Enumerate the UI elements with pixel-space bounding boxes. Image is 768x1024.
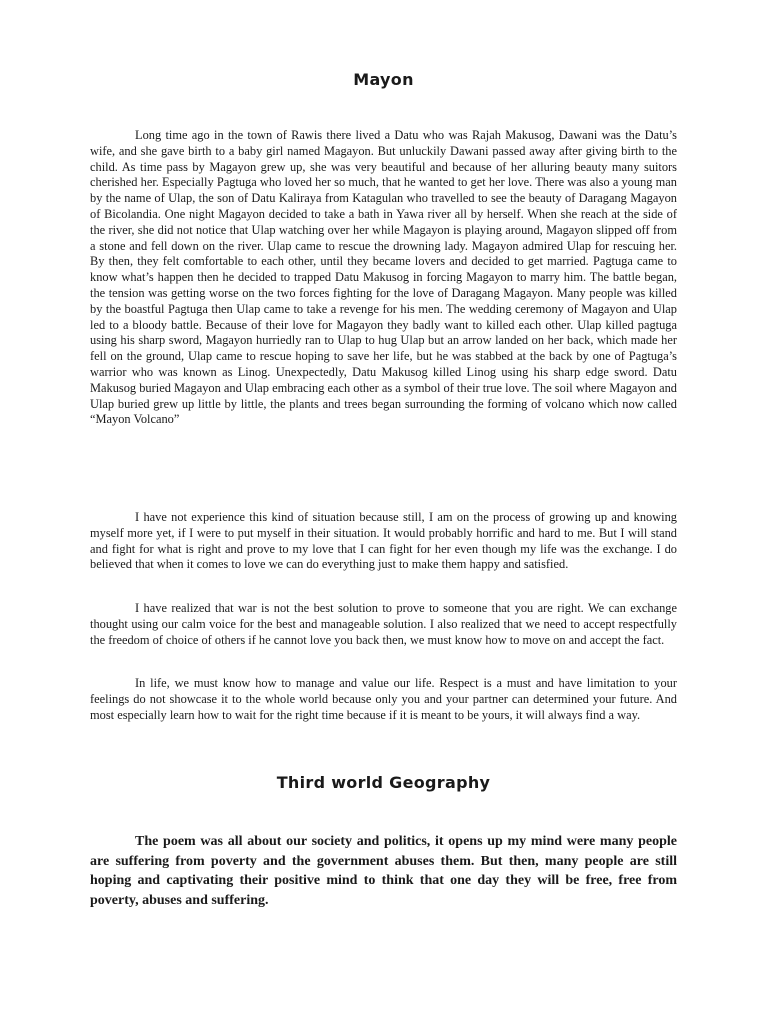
- reflection-paragraph-2: I have realized that war is not the best solution to prove to someone that you are right. We can exchange thought using our calm voice for the best and manageable solution. I also realized that we need to accept respectfully the freedom of choice of others if he cannot love you back then, we must know how to move on and accept the fact.: [90, 601, 677, 647]
- poem-summary-paragraph: The poem was all about our society and politics, it opens up my mind were many people are suffering from poverty and the government abuses them. But then, many people are still hoping and captivating their positive mind to think that one day they will be free, free from poverty, abuses and suffering.: [90, 834, 677, 908]
- reflection-paragraph-3: In life, we must know how to manage and value our life. Respect is a must and have limitation to your feelings do not showcase it to the whole world because only you and your partner can determined your future. And most especially learn how to wait for the right time because if it is meant to be yours, it will always find a way.: [90, 676, 677, 722]
- section-title-third-world-geography: Third world Geography: [276, 773, 491, 792]
- reflection-paragraph-1: I have not experience this kind of situation because still, I am on the process of growing up and knowing myself more yet, if I were to put myself in their situation. It would probably horrific and hard to me. But I will stand and fight for what is right and prove to my love that I can fight for her even though my life was the exchange. I do believed that when it comes to love we can do everything just to make them happy and satisfied.: [90, 510, 677, 572]
- section-title-mayon: Mayon: [353, 70, 414, 89]
- mayon-story-paragraph: Long time ago in the town of Rawis there lived a Datu who was Rajah Makusog, Dawani was the Datu’s wife, and she gave birth to a baby girl named Magayon. But unluckily Dawani passed away after giving birth to the child. As time pass by Magayon grew up, she was very beautiful and because of her alluring beauty many suitors cherished her. Especially Pagtuga who loved her so much, that he wanted to get her love. There was also a young man by the name of Ulap, the son of Datu Kaliraya from Katagulan who travelled to see the beauty of Daragang Magayon of Bicolandia. One night Magayon decided to take a bath in Yawa river all by herself. When she reach at the side of the river, she did not notice that Ulap watching over her while Magayon is playing around, Magayon slipped off from a stone and fell down on the river. Ulap came to rescue the drowning lady. Magayon admired Ulap for rescuing her. By then, they felt comfortable to each other, until they became lovers and decided to get married. Pagtuga came to know what’s happen then he decided to trapped Datu Makusog in forcing Magayon to marry him. The battle began, the tension was getting worse on the two forces fighting for the love of Daragang Magayon. Many people was killed by the boastful Pagtuga then Ulap came to take a revenge for his men. The wedding ceremony of Magayon and Ulap led to a bloody battle. Because of their love for Magayon they badly want to killed each other. Ulap killed pagtuga using his sharp sword, Magayon hurriedly ran to Ulap to hug Ulap but an arrow landed on her back, which made her fell on the ground, Ulap came to rescue hoping to save her life, but he was stabbed at the back by one of Pagtuga’s warrior who was known as Linog. Unexpectedly, Datu Makusog killed Linog using his sharp edge sword. Datu Makusog buried Magayon and Ulap embracing each other as a symbol of their true love. The soil where Magayon and Ulap buried grew up little by little, the plants and trees began surrounding the forming of volcano which now called “Mayon Volcano”: [90, 128, 677, 427]
